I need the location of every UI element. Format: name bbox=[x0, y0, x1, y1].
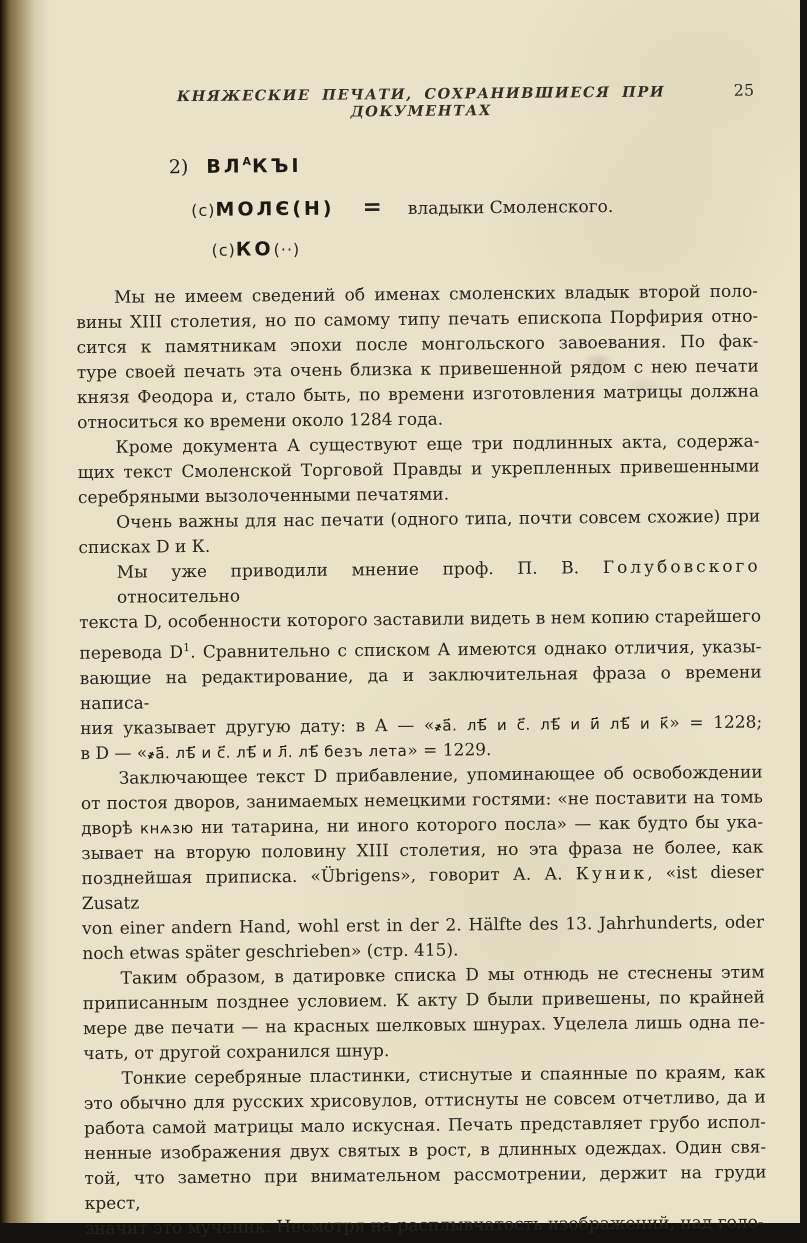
seal-inscription-line-2 bbox=[191, 190, 797, 223]
paragraph bbox=[77, 430, 760, 512]
text-line: списках D и К. bbox=[78, 537, 211, 559]
text-line: относиться ко времени около 1284 года. bbox=[77, 409, 444, 434]
text-line bbox=[79, 555, 761, 612]
text-line: Заключающее текст D прибавление, упоминающее об освобождении bbox=[118, 762, 763, 789]
text-line: текста D, особенности которого заставили видеть в нем копию старейшего bbox=[79, 606, 762, 634]
equals-sign: = bbox=[362, 193, 382, 221]
text-line: вающие на редактирование, да и заключительная фраза о времени написа- bbox=[79, 662, 762, 715]
text-line: приписанным позднее условием. К акту D были привешены, по крайней bbox=[82, 987, 765, 1015]
text-segment: позднейшая приписка. «Übrigens», говорит А. А. bbox=[81, 864, 576, 890]
text-segment: ния указывает другую дату: в А — « bbox=[80, 715, 435, 740]
church-slavonic-text: ҂а҃. лѣ҃ и с҃. лѣ҃ и и҃ лѣ҃ и к҃ bbox=[434, 714, 670, 735]
page-number: 25 bbox=[733, 80, 755, 100]
text-line: щих текст Смоленской Торговой Правды и укрепленных привешенными bbox=[77, 456, 760, 484]
item-number: 2) bbox=[168, 156, 189, 179]
seal-inscription-line-3 bbox=[211, 234, 797, 262]
seal-superscript-letter: А bbox=[242, 155, 253, 169]
text-line: зывает на вторую половину XIII столетия, но эта фраза не более, как bbox=[81, 837, 764, 865]
text-line: Очень важны для нас печати (одного типа, почти совсем схожие) при bbox=[116, 506, 761, 534]
text-line: значит это мученик. Несмотря на расплывчатость изображений, над голо- bbox=[84, 1212, 764, 1240]
text-line: von einer andern Hand, wohl erst in der 2. Hälfte des 13. Jahrhunderts, oder bbox=[82, 912, 765, 940]
text-line: от постоя дворов, занимаемых немецкими гостями: «не поставити на томь bbox=[80, 787, 763, 815]
paragraph bbox=[83, 1061, 767, 1243]
paragraph bbox=[81, 761, 765, 968]
text-segment: . Сравнительно с списком А имеются однако отличия, указы- bbox=[190, 637, 762, 664]
text-segment: относительно bbox=[116, 586, 241, 609]
paragraph bbox=[82, 961, 765, 1068]
body-text bbox=[76, 280, 767, 1242]
text-segment: Мы уже приводили мнение проф. П. В. bbox=[116, 558, 603, 584]
seal-text-segment: КЪІ bbox=[251, 155, 302, 178]
text-line: той, что заметно при внимательном рассмотрении, держит на груди крест, bbox=[84, 1162, 767, 1215]
seal-text-line-3: КО bbox=[235, 238, 274, 261]
seal-text-line-1 bbox=[206, 155, 301, 178]
text-line: чать, от другой сохранился шнур. bbox=[83, 1041, 390, 1065]
paragraph bbox=[79, 555, 763, 767]
text-segment: » = 1229. bbox=[407, 740, 492, 761]
paragraph bbox=[76, 280, 759, 437]
seal-inscription-block bbox=[169, 150, 798, 261]
superscript: 1 bbox=[183, 641, 191, 655]
text-line: Кроме документа А существуют еще три подлинных акта, содержа- bbox=[115, 431, 760, 459]
text-line bbox=[82, 861, 764, 918]
text-line: это обычно для русских хрисовулов, оттиснуты не совсем отчетливо, да и bbox=[83, 1087, 766, 1115]
text-segment: » = 1228; bbox=[669, 712, 763, 734]
seal-inscription-line-1 bbox=[169, 150, 797, 178]
text-line: Тонкие серебряные пластинки, стиснутые и спаянные по краям, как bbox=[121, 1062, 766, 1089]
seal-text-segment: ВЛ bbox=[206, 155, 243, 179]
text-line: работа самой матрицы мало искусная. Печать представляет грубо испол- bbox=[83, 1112, 767, 1140]
text-line: туре своей печать эта очень близка к привешенной рядом с нею печати bbox=[76, 356, 759, 384]
text-line: серебряными вызолоченными печатями. bbox=[77, 484, 450, 509]
letterspaced-name: Голубовского bbox=[602, 556, 761, 579]
text-line: вины XIII столетия, но по самому типу печать епископа Порфирия отно- bbox=[76, 306, 759, 334]
text-segment: ни татарина, ни иного которого посла» — как будто бы ука- bbox=[193, 812, 764, 838]
text-line: сится к памятникам эпохи после монгольского завоевания. По фак- bbox=[76, 331, 759, 359]
text-line: ненные изображения двух святых в рост, в длинных одеждах. Один свя- bbox=[84, 1137, 767, 1165]
seal-restored-letter: (с) bbox=[211, 240, 236, 261]
paragraph bbox=[78, 505, 760, 562]
text-line: князя Феодора и, стало быть, по времени изготовления матрицы должна bbox=[76, 381, 760, 409]
running-header-title: КНЯЖЕСКИЕ ПЕЧАТИ, СОХРАНИВШИЕСЯ ПРИ ДОКУМЕНТАХ bbox=[176, 83, 666, 121]
text-segment: дворѣ bbox=[81, 818, 141, 840]
text-line: Мы не имеем сведений об именах смоленских владык второй поло- bbox=[113, 281, 759, 309]
text-line: noch etwas später geschrieben» (стр. 415). bbox=[82, 940, 459, 965]
letterspaced-name: Куник bbox=[575, 863, 648, 885]
text-segment: в D — « bbox=[80, 743, 148, 765]
seal-restored-letter: (с) bbox=[191, 201, 216, 221]
text-line: мере две печати — на красных шелковых шнурах. Уцелела лишь одна пе- bbox=[82, 1012, 766, 1040]
running-header bbox=[0, 0, 796, 124]
text-segment: перевода D bbox=[79, 643, 184, 665]
church-slavonic-text: ҂а҃. лѣ҃ и с҃. лѣ҃ и л҃. лѣ҃ безъ лета bbox=[147, 741, 408, 763]
text-segment: , «ist dieser Zusatz bbox=[81, 862, 764, 915]
seal-text-line-2: МОЛЄ(Н) bbox=[215, 197, 335, 222]
seal-lost-letters: (··) bbox=[273, 240, 301, 260]
text-line: Таким образом, в датировке списка D мы отнюдь не стеснены этим bbox=[120, 962, 765, 989]
inscription-translation: владыки Смоленского. bbox=[407, 197, 614, 220]
church-slavonic-text: кнѧзю bbox=[139, 818, 194, 838]
